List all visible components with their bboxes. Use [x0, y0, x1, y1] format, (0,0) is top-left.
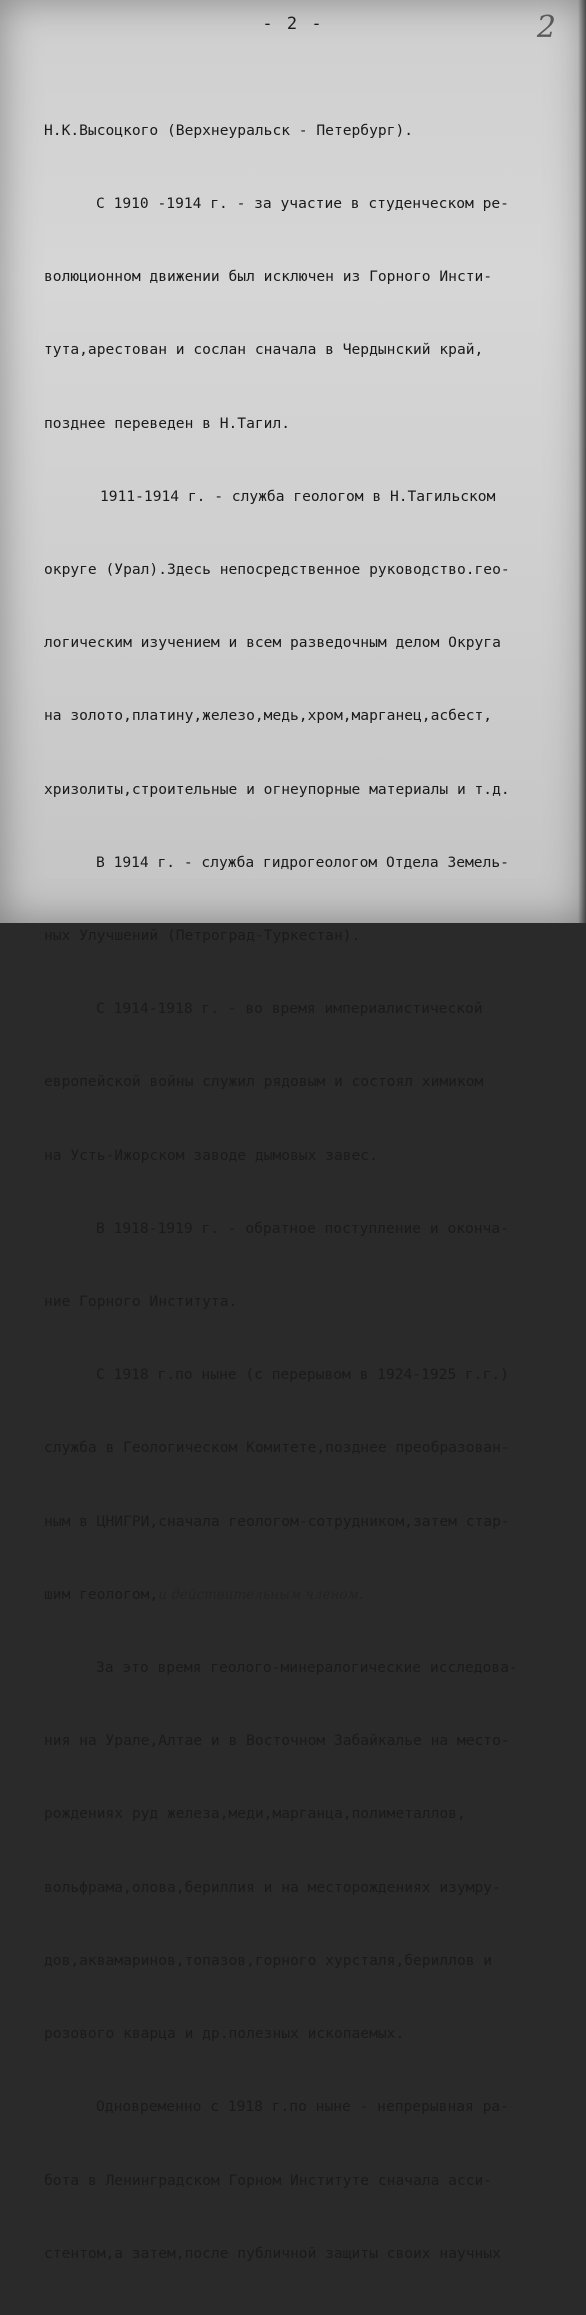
text-line: За это время геолого-минералогические исследова- — [96, 1659, 518, 1677]
text-line: стентом,а затем,после публичной защиты своих научных — [44, 2244, 501, 2262]
text-line: Одновременно с 1918 г.по ныне - непрерывная ра- — [96, 2098, 509, 2116]
text-line: ных Улучшений (Петроград-Туркестан). — [44, 927, 361, 945]
text-line: розового кварца и др.полезных ископаемых. — [44, 2025, 405, 2043]
text-line: дов,аквамаринов,топазов,горного хурсталя,бериллов и — [44, 1951, 493, 1969]
text-line: хризолиты,строительные и огнеупорные материалы и т.д. — [44, 780, 510, 798]
text-line: С 1918 г.по ныне (с перерывом в 1924-1925 г.г.) — [96, 1366, 509, 1384]
text-line: С 1910 -1914 г. - за участие в студенческом ре- — [96, 195, 509, 213]
page-number: - 2 - — [262, 14, 324, 34]
text-line: вольфрама,олова,бериллия и на месторождениях изумру- — [44, 1878, 501, 1896]
text-line: служба в Геологическом Комитете,позднее преобразован- — [44, 1439, 510, 1457]
handwritten-insert: и действительным членом. — [158, 1586, 363, 1603]
text-line: рождениях руд железа,меди,марганца,полиметаллов, — [44, 1805, 466, 1823]
text-line: В 1914 г. - служба гидрогеологом Отдела Земель- — [96, 853, 509, 871]
handwritten-page-mark: 2 — [536, 10, 556, 45]
text-line: европейской войны служил рядовым и состоял химиком — [44, 1073, 484, 1091]
text-line: логическим изучением и всем разведочным делом Округа — [44, 634, 501, 652]
text-line: тута,арестован и сослан сначала в Чердынский край, — [44, 341, 484, 359]
text-line: В 1918-1919 г. - обратное поступление и оконча- — [96, 1219, 509, 1237]
text-line: ным в ЦНИГРИ,сначала геологом-сотрудником,затем стар- — [44, 1512, 510, 1530]
text-line: позднее переведен в Н.Тагил. — [44, 414, 291, 432]
text-line: волюционном движении был исключен из Горного Инсти- — [44, 268, 493, 286]
text-line: ния на Урале,Алтае и в Восточном Забайкалье на место- — [44, 1732, 510, 1750]
typewritten-body — [44, 70, 584, 2315]
text-line: С 1914-1918 г. - во время империалистической — [96, 1000, 483, 1018]
text-line: ние Горного Института. — [44, 1293, 238, 1311]
text-line-with-insert — [44, 1583, 584, 1607]
text-line: бота в Ленинградском Горном Институте сначала асси- — [44, 2171, 493, 2189]
text-line: 1911-1914 г. - служба геологом в Н.Тагильском — [100, 487, 496, 505]
text-line: на золото,платину,железо,медь,хром,марганец,асбест, — [44, 707, 493, 725]
text-line: шим геологом, — [44, 1585, 159, 1603]
text-line: Н.К.Высоцкого (Верхнеуральск - Петербург). — [44, 121, 414, 139]
text-line: округе (Урал).Здесь непосредственное руководство.гео- — [44, 561, 510, 579]
text-line: на Усть-Ижорском заводе дымовых завес. — [44, 1146, 378, 1164]
